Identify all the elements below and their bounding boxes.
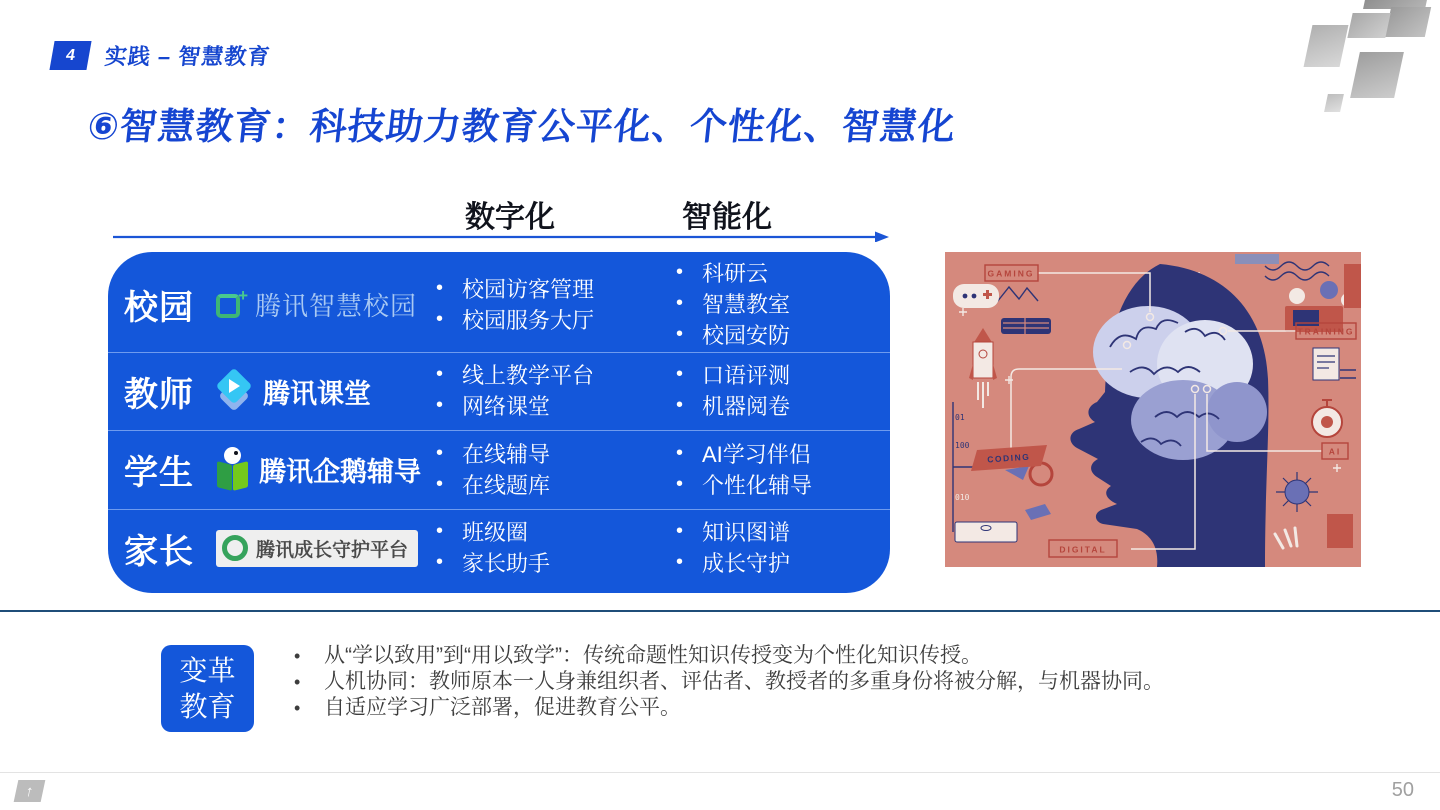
- feature-item: • 网络课堂: [432, 391, 672, 422]
- feature-item: • 机器阅卷: [672, 391, 874, 422]
- page-number: 50: [1391, 779, 1414, 801]
- product-logo: [216, 286, 432, 323]
- feature-item: • 知识图谱: [672, 517, 874, 548]
- page-title: ⑥智慧教育：科技助力教育公平化、个性化、智慧化: [85, 106, 959, 147]
- tencent-classroom-icon: [216, 371, 254, 411]
- growth-guard-ring-icon: [222, 535, 248, 561]
- feature-item: • 家长助手: [432, 548, 672, 579]
- row-label: 学生: [124, 454, 194, 493]
- intelligent-features: [672, 439, 874, 501]
- footer-divider: [0, 772, 1440, 773]
- section-number-badge: [49, 41, 91, 70]
- feature-item: • 校园服务大厅: [432, 305, 672, 336]
- digital-features: [432, 274, 672, 336]
- label-ai: AI: [1328, 446, 1342, 457]
- svg-text:01: 01: [955, 413, 965, 422]
- label-coding: CODING: [986, 451, 1031, 465]
- column-header-digital: 数字化: [465, 201, 555, 234]
- intelligent-features: [672, 360, 874, 422]
- product-name: 腾讯成长守护平台: [256, 539, 409, 561]
- penguin-tutoring-icon: [216, 449, 250, 491]
- takeaway-box-line1: 变革: [179, 654, 236, 686]
- product-name: 腾讯智慧校园: [255, 291, 418, 322]
- section-kicker: [52, 40, 270, 71]
- takeaway-box: [161, 645, 254, 732]
- feature-item: • 个性化辅导: [672, 470, 874, 501]
- product-name: 腾讯课堂: [263, 378, 371, 409]
- column-header-intelligent: 智能化: [682, 201, 772, 234]
- smart-campus-icon: +: [216, 290, 246, 320]
- svg-text:100: 100: [955, 441, 970, 450]
- feature-item: • AI学习伴侣: [672, 439, 874, 470]
- product-logo: [216, 371, 432, 411]
- digital-features: [432, 439, 672, 501]
- feature-item: • 班级圈: [432, 517, 672, 548]
- section-label: 实践 – 智慧教育: [103, 44, 272, 69]
- section-number: 4: [64, 46, 77, 64]
- row-label: 家长: [124, 532, 194, 571]
- matrix-row-campus: [108, 258, 890, 352]
- digital-features: [432, 517, 672, 579]
- product-logo: [216, 449, 432, 491]
- brain-collage-illustration: [945, 252, 1361, 567]
- feature-item: • 成长守护: [672, 548, 874, 579]
- label-digital: DIGITAL: [1059, 544, 1107, 555]
- label-training: TRAINING: [1297, 326, 1355, 337]
- feature-item: • 智慧教室: [672, 289, 874, 320]
- feature-item: • 在线辅导: [432, 439, 672, 470]
- intelligent-features: [672, 258, 874, 352]
- takeaway-item: • 自适应学习广泛部署，促进教育公平。: [288, 695, 1348, 721]
- growth-guard-icon: [216, 530, 418, 567]
- deco-squares-icon: [1300, 0, 1440, 115]
- feature-item: • 在线题库: [432, 470, 672, 501]
- timeline-arrow-icon: [113, 228, 891, 242]
- takeaway-item: • 人机协同：教师原本一人身兼组织者、评估者、教授者的多重身份将被分解，与机器协同。: [288, 669, 1348, 695]
- matrix-row-parent: [108, 509, 890, 587]
- takeaway-box-line2: 教育: [179, 690, 236, 722]
- row-label: 教师: [124, 375, 194, 414]
- digital-features: [432, 360, 672, 422]
- label-gaming: GAMING: [987, 268, 1035, 279]
- feature-item: • 校园访客管理: [432, 274, 672, 305]
- svg-text:010: 010: [955, 493, 970, 502]
- feature-item: • 口语评测: [672, 360, 874, 391]
- feature-item: • 线上教学平台: [432, 360, 672, 391]
- product-matrix: [108, 252, 890, 593]
- matrix-row-teacher: [108, 352, 890, 430]
- tencent-logo-icon: [14, 780, 46, 802]
- takeaway-list: [288, 643, 1348, 721]
- section-divider: [0, 610, 1440, 612]
- row-label: 校园: [124, 289, 194, 328]
- matrix-row-student: [108, 430, 890, 508]
- intelligent-features: [672, 517, 874, 579]
- takeaway-item: • 从“学以致用”到“用以致学”：传统命题性知识传授变为个性化知识传授。: [288, 643, 1348, 669]
- feature-item: • 校园安防: [672, 320, 874, 351]
- feature-item: • 科研云: [672, 258, 874, 289]
- product-logo: [216, 530, 432, 567]
- product-name: 腾讯企鹅辅导: [259, 457, 421, 488]
